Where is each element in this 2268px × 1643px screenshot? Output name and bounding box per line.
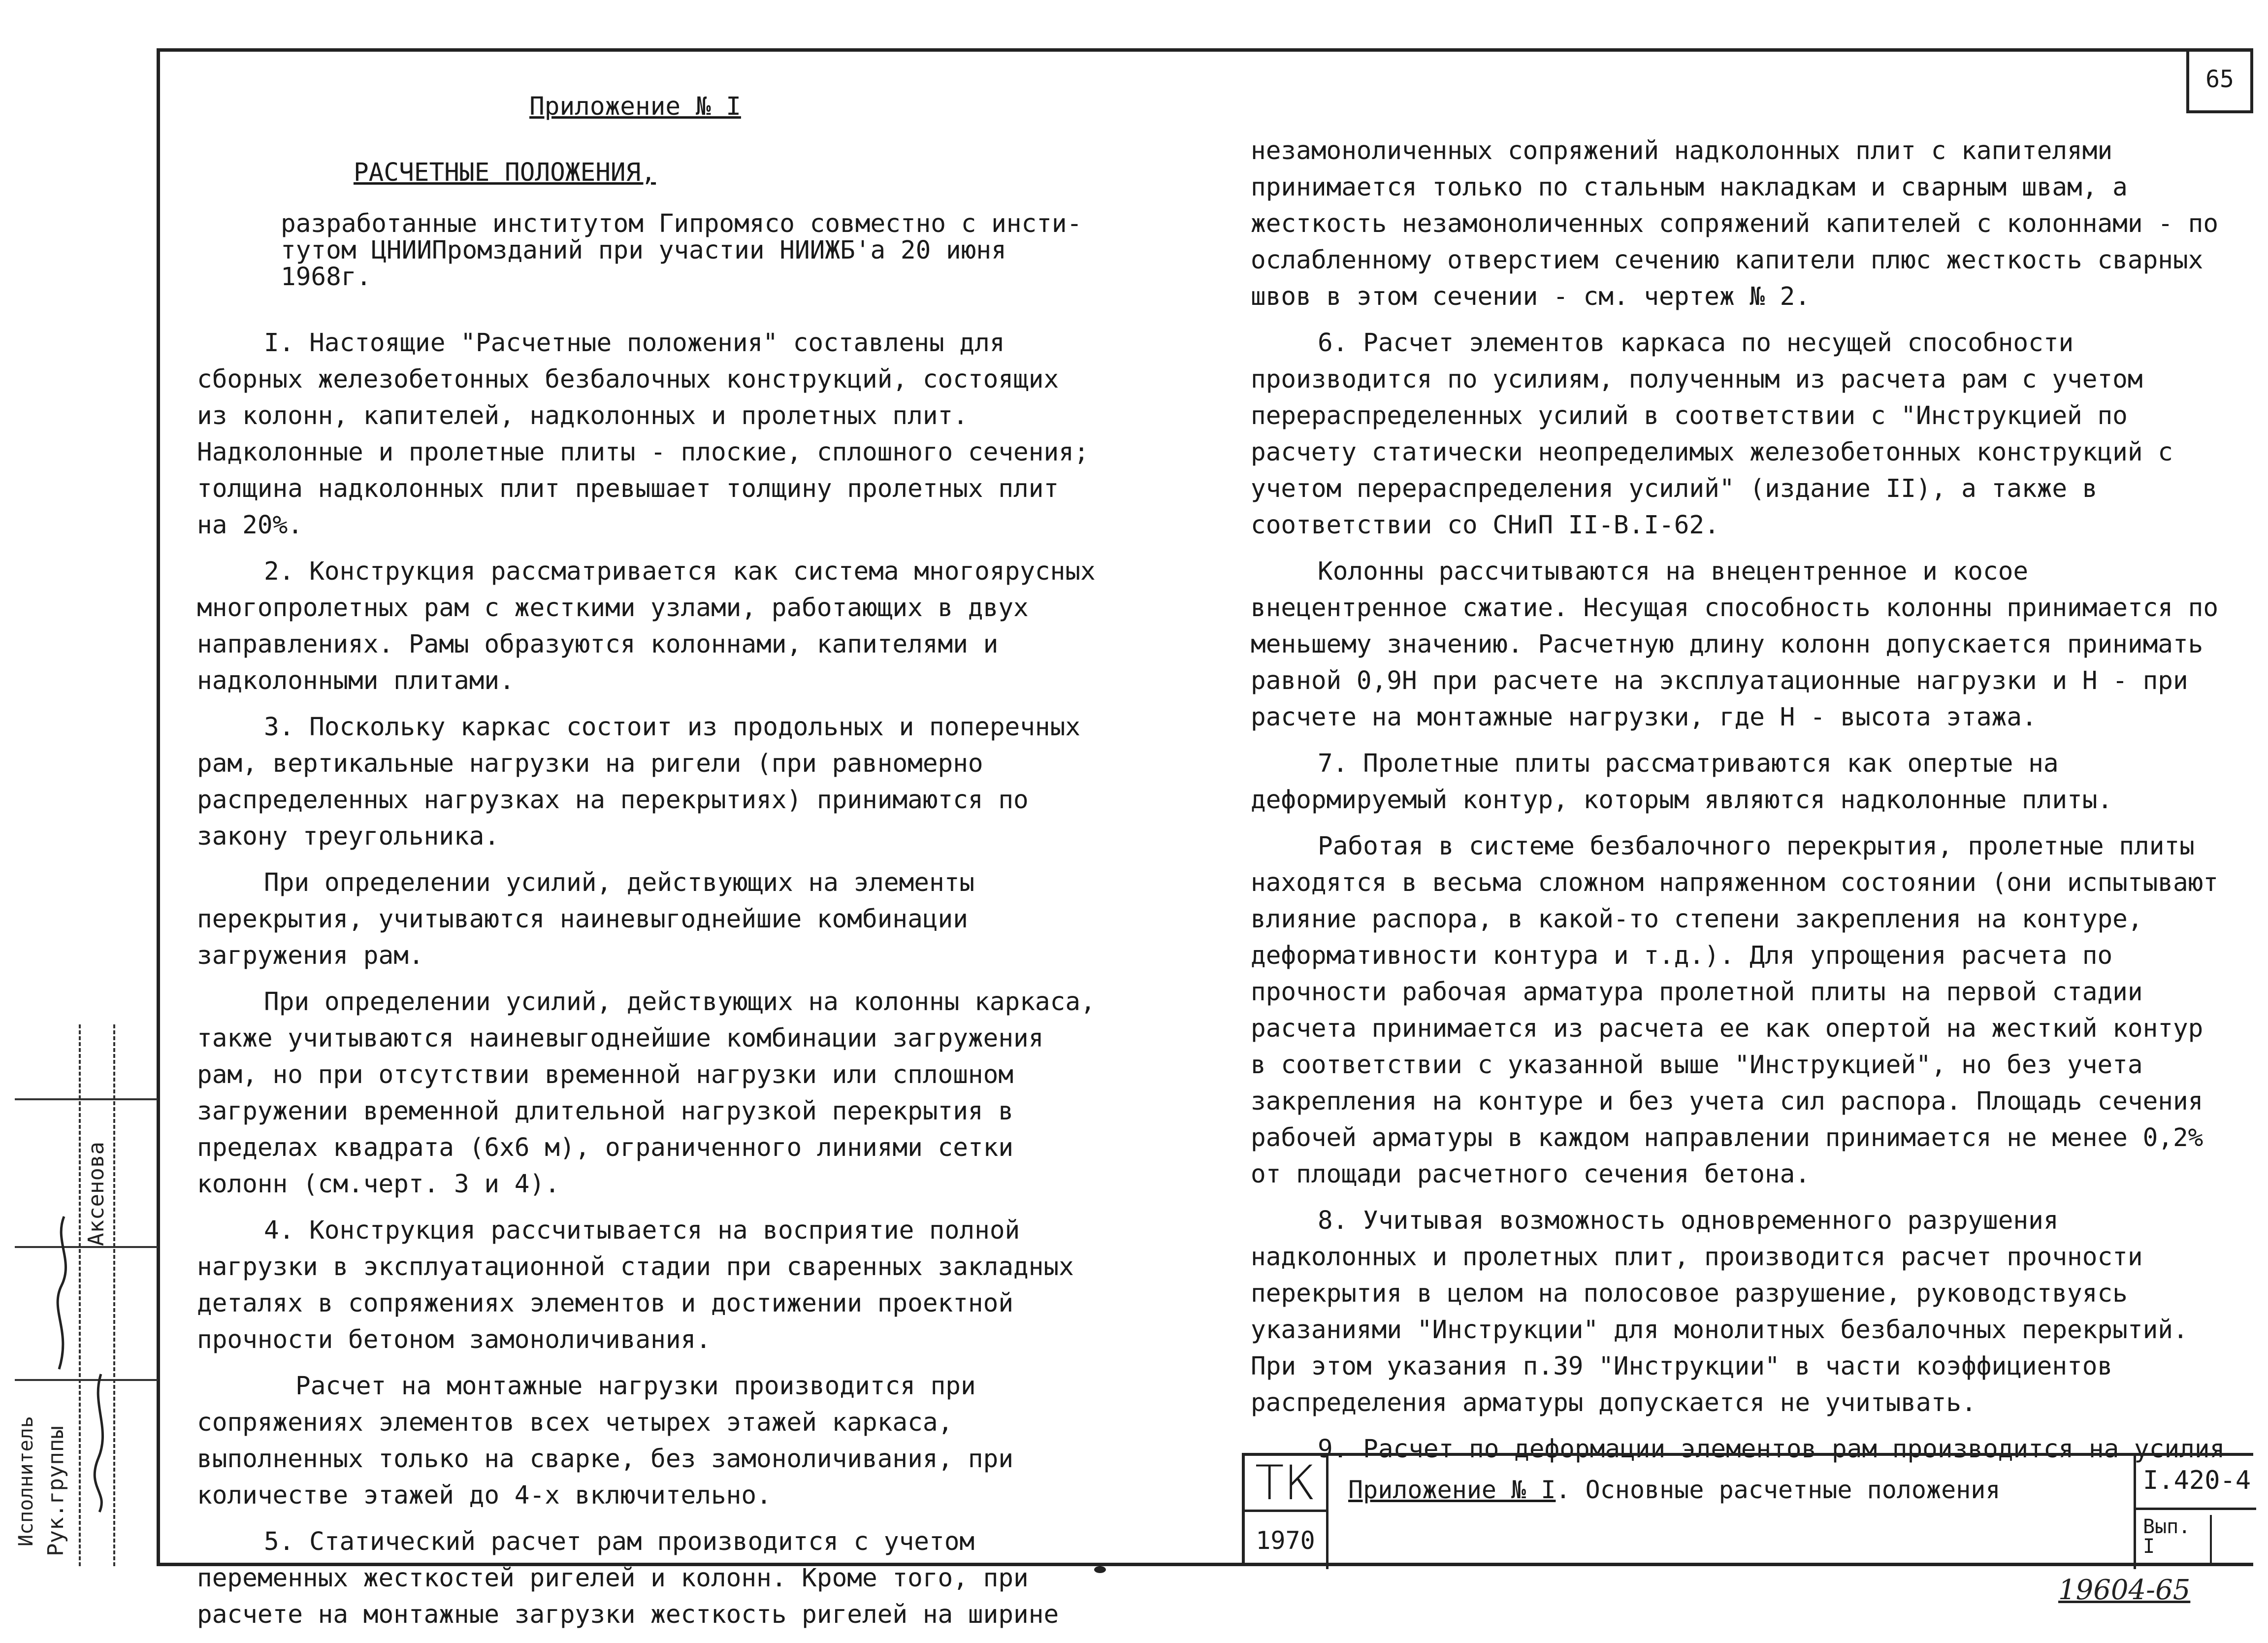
title-block-mark: ТК (1245, 1456, 1328, 1512)
document-title: РАСЧЕТНЫЕ ПОЛОЖЕНИЯ, (353, 158, 656, 187)
paragraph: Работая в системе безбалочного перекрытия, пролетные плиты находятся в весьма сложном напряженном состоянии (они испытывают влияние распора, в какой-то степени закрепления на контуре, деформативности контура и т.д.). Для упрощения расчета по прочности рабочая арматура пролетной плиты на первой стадии расчета принимается из расчета ее как опертой на жесткий контур в соответствии с указанной выше "Инструкцией", но без учета закрепления на контуре и без учета сил распора. Площадь сечения рабочей арматуры в каждом направлении принимается не менее 0,2% от площади расчетного сечения бетона. (1251, 832, 2219, 1189)
left-column (197, 89, 1098, 1643)
sidebar-rule (15, 1379, 158, 1381)
sidebar-rule (15, 1098, 158, 1100)
title-block-sheet (2136, 1510, 2256, 1569)
appendix-heading: Приложение № I (529, 92, 741, 121)
paragraph: 9. Расчет по деформации элементов рам производится на усилия (1318, 1435, 2225, 1464)
title-block-code: I.420-4 (2136, 1456, 2256, 1510)
sidebar-role-1: Рук.группы (43, 1426, 68, 1556)
paragraph: I. Настоящие "Расчетные положения" составлены для сборных железобетонных безбалочных конструкций, состоящих из колонн, капителей, надколонных и пролетных плит. Надколонные и пролетные плиты - плоские, сплошного сечения; толщина надколонных плит превышает толщину пролетных плит на 20%. (197, 329, 1089, 540)
signature-mark (49, 1212, 79, 1374)
page-number: 65 (2186, 48, 2253, 113)
sheet-label: Вып. (2143, 1515, 2191, 1538)
right-column (1251, 133, 2231, 1478)
paragraph: Расчет на монтажные нагрузки производится при сопряжениях элементов всех четырех этажей каркаса, выполненных только на сварке, без замоноличивания, при количестве этажей до 4-х включительно. (197, 1372, 1014, 1510)
sidebar-divider (113, 1024, 115, 1566)
paragraph: 8. Учитывая возможность одновременного разрушения надколонных и пролетных плит, производится расчет прочности перекрытия в целом на полосовое разрушение, руководствуясь указаниями "Инструкции" для монолитных безбалочных перекрытий. При этом указания п.39 "Инструкции" в части коэффициентов распределения арматуры допускается не учитывать. (1251, 1206, 2188, 1417)
paragraph: 2. Конструкция рассматривается как система многоярусных многопролетных рам с жесткими узлами, работающих в двух направлениях. Рамы образуются колоннами, капителями и надколонными плитами. (197, 557, 1096, 695)
title-block-title-rest: . Основные расчетные положения (1555, 1476, 2001, 1504)
sheet-divider (2210, 1515, 2212, 1564)
paragraph: 7. Пролетные плиты рассматриваются как опертые на деформируемый контур, которым являются надколонные плиты. (1251, 749, 2113, 815)
sidebar-rule (15, 1246, 158, 1248)
title-block-year: 1970 (1245, 1512, 1328, 1569)
paragraph: При определении усилий, действующих на колонны каркаса, также учитываются наиневыгоднейшие комбинации загружения рам, но при отсутствии временной нагрузки или сплошном загружении временной длительной нагрузкой перекрытия в пределах квадрата (6х6 м), ограниченного линиями сетки колонн (см.черт. 3 и 4). (197, 987, 1096, 1199)
paragraph: 6. Расчет элементов каркаса по несущей способности производится по усилиям, полученным из расчета рам с учетом перераспределенных усилий в соответствии с "Инструкцией по расчету статически неопределимых железобетонных конструкций с учетом перераспределения усилий" (издание II), а также в соответствии со СНиП II-В.I-62. (1251, 329, 2173, 540)
document-subtitle-1: разработанные институтом Гипромясо совместно с инсти- (281, 209, 1082, 238)
title-block-title-prefix: Приложение № I (1348, 1476, 1556, 1504)
document-subtitle-2: тутом ЦНИИПромзданий при участии НИИЖБ'а 20 июня 1968г. (281, 236, 1006, 292)
paragraph: незамоноличенных сопряжений надколонных плит с капителями принимается только по стальным накладкам и сварным швам, а жесткость незамоноличенных сопряжений капителей с колоннами - по ослабленному отверстием сечению капители плюс жесткость сварных швов в этом сечении - см. чертеж № 2. (1251, 136, 2219, 311)
archive-stamp: 19604-65 (2058, 1574, 2191, 1606)
sidebar-role-2: Исполнитель (15, 1416, 37, 1546)
title-block-title (1328, 1456, 2136, 1569)
binding-mark (1094, 1566, 1106, 1573)
sidebar-divider (79, 1024, 81, 1566)
paragraph: 3. Поскольку каркас состоит из продольных и поперечных рам, вертикальные нагрузки на ригели (при равномерно распределенных нагрузках на перекрытиях) принимаются по закону треугольника. (197, 713, 1081, 851)
title-block (1242, 1453, 2253, 1566)
paragraph: 4. Конструкция рассчитывается на восприятие полной нагрузки в эксплуатационной стадии при сваренных закладных деталях в сопряжениях элементов и достижении проектной прочности бетоном замоноличивания. (197, 1216, 1074, 1354)
sheet-value: I (2143, 1535, 2155, 1558)
signature-mark (89, 1369, 113, 1517)
signature-sidebar (15, 1024, 158, 1566)
paragraph: При определении усилий, действующих на элементы перекрытия, учитываются наиневыгоднейшие комбинации загружения рам. (197, 868, 975, 970)
sidebar-name-1: Аксенова (84, 1142, 109, 1246)
paragraph: Колонны рассчитываются на внецентренное и косое внецентренное сжатие. Несущая способность колонны принимается по меньшему значению. Расчетную длину колонн допускается принимать равной 0,9Н при расчете на эксплуатационные нагрузки и Н - при расчете на монтажные нагрузки, где Н - высота этажа. (1251, 557, 2219, 732)
paragraph: 5. Статический расчет рам производится с учетом переменных жесткостей ригелей и колонн. Кроме того, при расчете на монтажные загрузки жесткость ригелей на ширине (197, 1527, 1059, 1629)
